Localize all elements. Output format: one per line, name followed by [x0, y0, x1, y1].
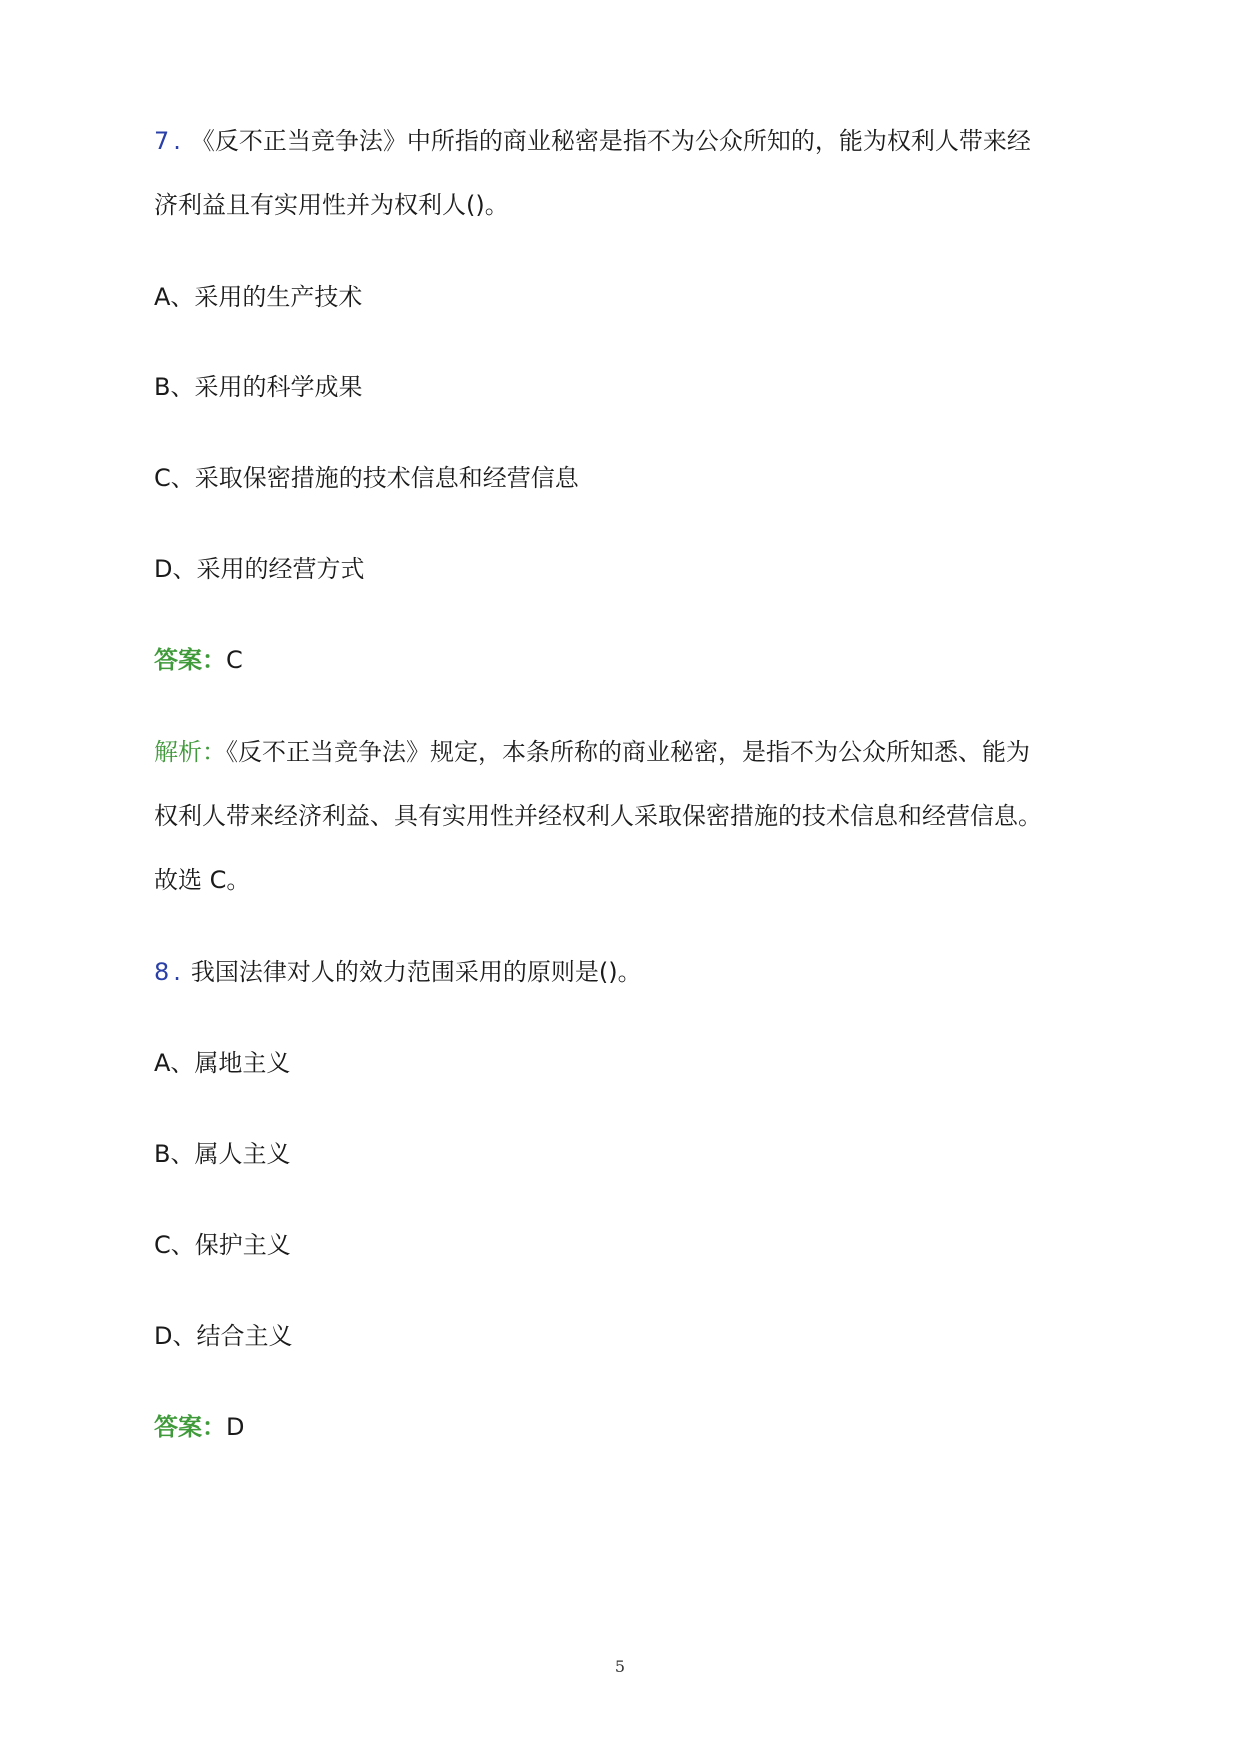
- question-7-analysis-line-2: 权利人带来经济利益、具有实用性并经权利人采取保密措施的技术信息和经营信息。: [154, 802, 1042, 830]
- question-8-option-d: D、结合主义: [154, 1322, 293, 1350]
- answer-label: 答案：: [154, 1413, 226, 1441]
- analysis-label: 解析：: [154, 738, 226, 766]
- question-7-answer: [154, 643, 243, 677]
- question-8-option-c: C、保护主义: [154, 1231, 291, 1259]
- question-number: 7: [154, 127, 170, 155]
- question-stem-text: 我国法律对人的效力范围采用的原则是()。: [190, 958, 642, 986]
- question-8-option-b: B、属人主义: [154, 1140, 291, 1168]
- question-7-analysis-line-3: 故选 C。: [154, 866, 251, 894]
- answer-value: D: [226, 1413, 245, 1441]
- analysis-text: 《反不正当竞争法》规定，本条所称的商业秘密，是指不为公众所知悉、能为: [226, 738, 1030, 766]
- page-number: 5: [614, 1657, 626, 1676]
- question-8-option-a: A、属地主义: [154, 1049, 291, 1077]
- question-7-analysis-line-1: [154, 735, 1030, 769]
- question-7-option-d: D、采用的经营方式: [154, 555, 365, 583]
- answer-label: 答案：: [154, 646, 226, 674]
- question-7-stem-line-2: 济利益且有实用性并为权利人()。: [154, 191, 509, 219]
- question-7-option-a: A、采用的生产技术: [154, 283, 363, 311]
- question-number-dot: .: [173, 127, 181, 155]
- question-7-option-c: C、采取保密措施的技术信息和经营信息: [154, 464, 579, 492]
- question-7-stem-line-1: [154, 124, 1031, 158]
- question-number-dot: .: [173, 958, 181, 986]
- question-8-answer: [154, 1410, 244, 1444]
- question-number: 8: [154, 958, 170, 986]
- answer-value: C: [226, 646, 243, 674]
- question-8-stem-line-1: [154, 955, 642, 989]
- question-7-option-b: B、采用的科学成果: [154, 373, 363, 401]
- question-stem-text: 《反不正当竞争法》中所指的商业秘密是指不为公众所知的，能为权利人带来经: [190, 127, 1031, 155]
